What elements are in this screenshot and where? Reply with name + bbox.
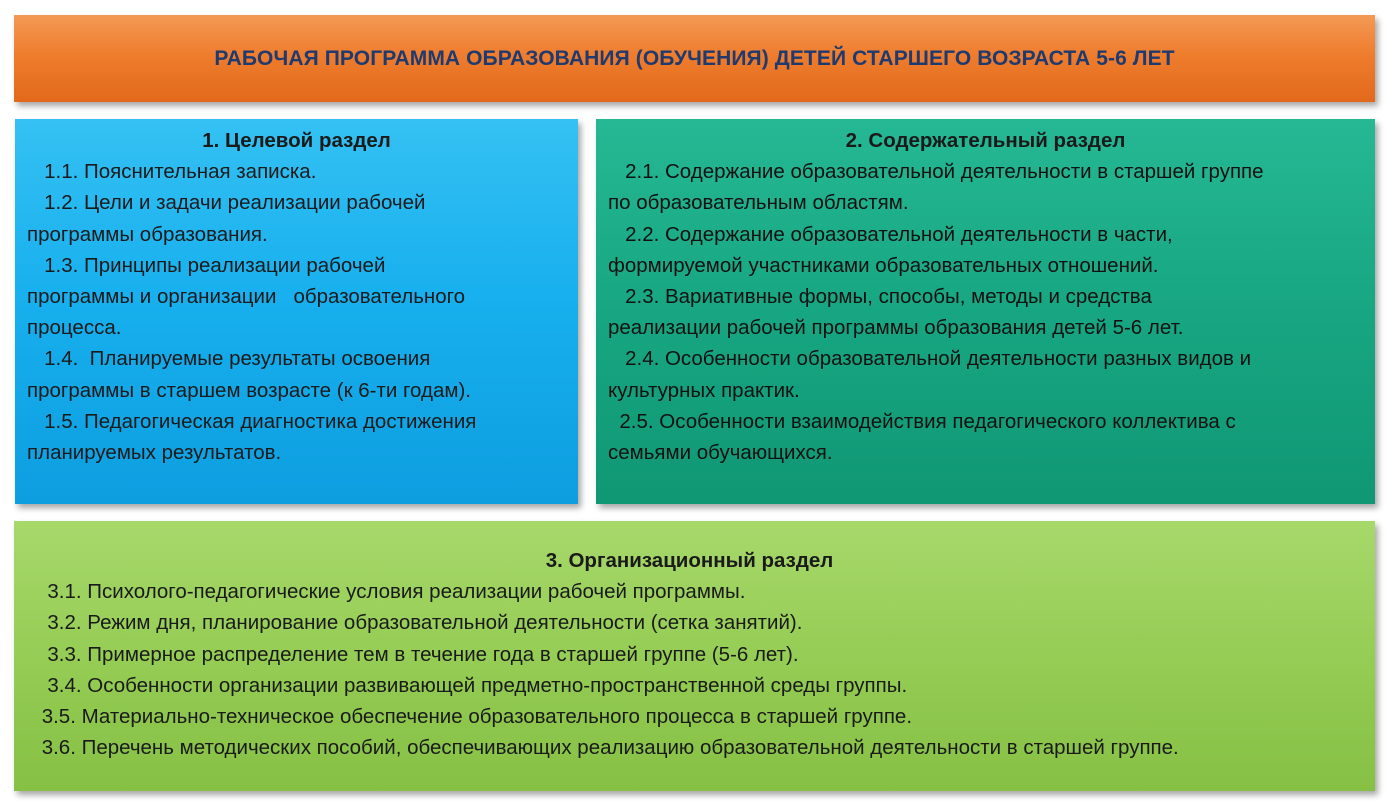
section-line: 3.1. Психолого-педагогические условия реализации рабочей программы. [36, 580, 746, 604]
section-target-panel [15, 119, 578, 504]
section-line: 2.4. Особенности образовательной деятельности разных видов и [608, 347, 1252, 371]
section-line: планируемых результатов. [27, 441, 282, 465]
section-line: 3.4. Особенности организации развивающей предметно-пространственной среды группы. [36, 673, 908, 697]
section-line: 1.5. Педагогическая диагностика достижения [27, 409, 477, 433]
page-title: РАБОЧАЯ ПРОГРАММА ОБРАЗОВАНИЯ (ОБУЧЕНИЯ) ДЕТЕЙ СТАРШЕГО ВОЗРАСТА 5-6 ЛЕТ [214, 46, 1175, 70]
section-line: программы образования. [27, 222, 268, 246]
section-line: 1.4. Планируемые результаты освоения [27, 347, 431, 371]
section-line: 3.6. Перечень методических пособий, обеспечивающих реализацию образовательной деятельности в старшей группе. [36, 736, 1179, 760]
section-title: 1. Целевой раздел [202, 129, 391, 152]
section-line: 1.3. Принципы реализации рабочей [27, 253, 386, 277]
section-line: формируемой участниками образовательных отношений. [608, 253, 1159, 277]
section-line: процесса. [27, 316, 122, 340]
section-line: 3.3. Примерное распределение тем в течение года в старшей группе (5-6 лет). [36, 642, 799, 666]
section-line: 2.3. Вариативные формы, способы, методы и средства [608, 285, 1152, 309]
section-line: 3.5. Материально-техническое обеспечение образовательного процесса в старшей группе. [36, 705, 913, 729]
section-line: реализации рабочей программы образования детей 5-6 лет. [608, 316, 1184, 340]
section-organization-panel [14, 521, 1375, 791]
section-title: 2. Содержательный раздел [845, 129, 1126, 152]
section-content-panel [596, 119, 1375, 504]
section-line: программы и организации образовательного [27, 285, 466, 309]
section-line: 3.2. Режим дня, планирование образовательной деятельности (сетка занятий). [36, 611, 803, 635]
section-line: 2.2. Содержание образовательной деятельности в части, [608, 222, 1173, 246]
section-line: программы в старшем возрасте (к 6-ти годам). [27, 378, 471, 402]
section-line: 1.1. Пояснительная записка. [27, 160, 317, 184]
section-title: 3. Организационный раздел [545, 549, 834, 572]
section-line: семьями обучающихся. [608, 441, 833, 465]
section-line: 2.5. Особенности взаимодействия педагогического коллектива с [608, 409, 1236, 433]
section-line: 1.2. Цели и задачи реализации рабочей [27, 191, 426, 215]
section-line: культурных практик. [608, 378, 800, 402]
title-banner [14, 15, 1375, 102]
section-line: 2.1. Содержание образовательной деятельности в старшей группе [608, 160, 1264, 184]
section-line: по образовательным областям. [608, 191, 909, 215]
